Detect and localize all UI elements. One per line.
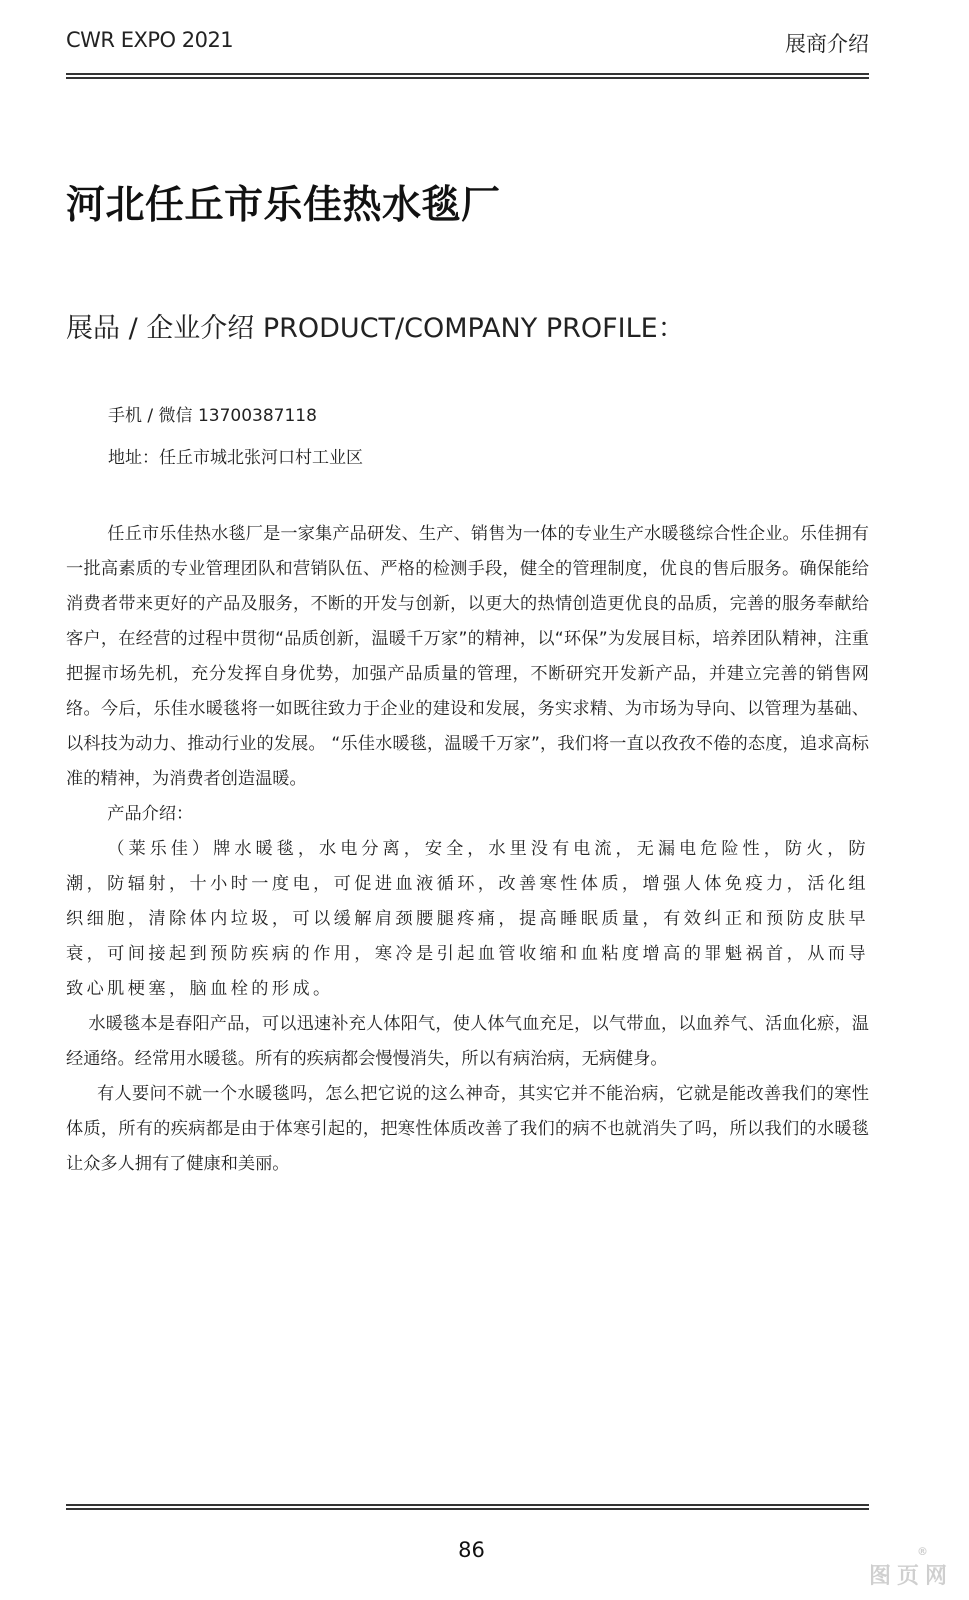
watermark-logo: [868, 1545, 953, 1590]
footer-divider: [66, 1504, 869, 1510]
product-description: （莱乐佳）牌水暖毯，水电分离，安全，水里没有电流，无漏电危险性，防火，防潮，防辐射，十小时一度电，可促进血液循环，改善寒性体质，增强人体免疫力，活化组织细胞，清除体内垃圾，可以缓解肩颈腰腿疼痛，提高睡眠质量，有效纠正和预防皮肤早衰，可间接起到预防疾病的作用，寒冷是引起血管收缩和血粘度增高的罪魁祸首，从而导致心肌梗塞，脑血栓的形成。: [66, 839, 869, 999]
intro-paragraph: 任丘市乐佳热水毯厂是一家集产品研发、生产、销售为一体的专业生产水暖毯综合性企业。乐佳拥有一批高素质的专业管理团队和营销队伍、严格的检测手段，健全的管理制度，优良的售后服务。确保能给消费者带来更好的产品及服务，不断的开发与创新，以更大的热情创造更优良的品质，完善的服务奉献给客户，在经营的过程中贯彻“品质创新，温暖千万家”的精神，以“环保”为发展目标，培养团队精神，注重把握市场先机，充分发挥自身优势，加强产品质量的管理，不断研究开发新产品，并建立完善的销售网络。今后，乐佳水暖毯将一如既往致力于企业的建设和发展，务实求精、为市场为导向、以管理为基础、以科技为动力、推动行业的发展。 “乐佳水暖毯，温暖千万家”，我们将一直以孜孜不倦的态度，追求高标准的精神，为消费者创造温暖。: [66, 524, 869, 789]
registered-mark: ®: [916, 1545, 928, 1558]
watermark-text: 图页网: [868, 1564, 953, 1589]
closing-paragraph: 有人要问不就一个水暖毯吗，怎么把它说的这么神奇，其实它并不能治病，它就是能改善我们的寒性体质，所有的疾病都是由于体寒引起的，把寒性体质改善了我们的病不也就消失了吗，所以我们的水暖毯让众多人拥有了健康和美丽。: [66, 1084, 869, 1174]
profile-heading: 展品 / 企业介绍 PRODUCT/COMPANY PROFILE：: [66, 313, 685, 344]
section-label: 展商介绍: [785, 32, 869, 56]
company-name: 河北任丘市乐佳热水毯厂: [66, 183, 501, 228]
product-label: 产品介绍：: [107, 804, 194, 824]
benefits-paragraph: 水暖毯本是春阳产品，可以迅速补充人体阳气，使人体气血充足，以气带血，以血养气、活血化瘀，温经通络。经常用水暖毯。所有的疾病都会慢慢消失，所以有病治病，无病健身。: [66, 1014, 869, 1069]
page-number: 86: [458, 1538, 485, 1562]
contact-phone: 手机 / 微信 13700387118: [108, 406, 317, 426]
header-divider: [66, 73, 869, 79]
expo-title: CWR EXPO 2021: [66, 28, 234, 52]
contact-address: 地址：任丘市城北张河口村工业区: [108, 448, 363, 468]
profile-body: [66, 517, 869, 1182]
